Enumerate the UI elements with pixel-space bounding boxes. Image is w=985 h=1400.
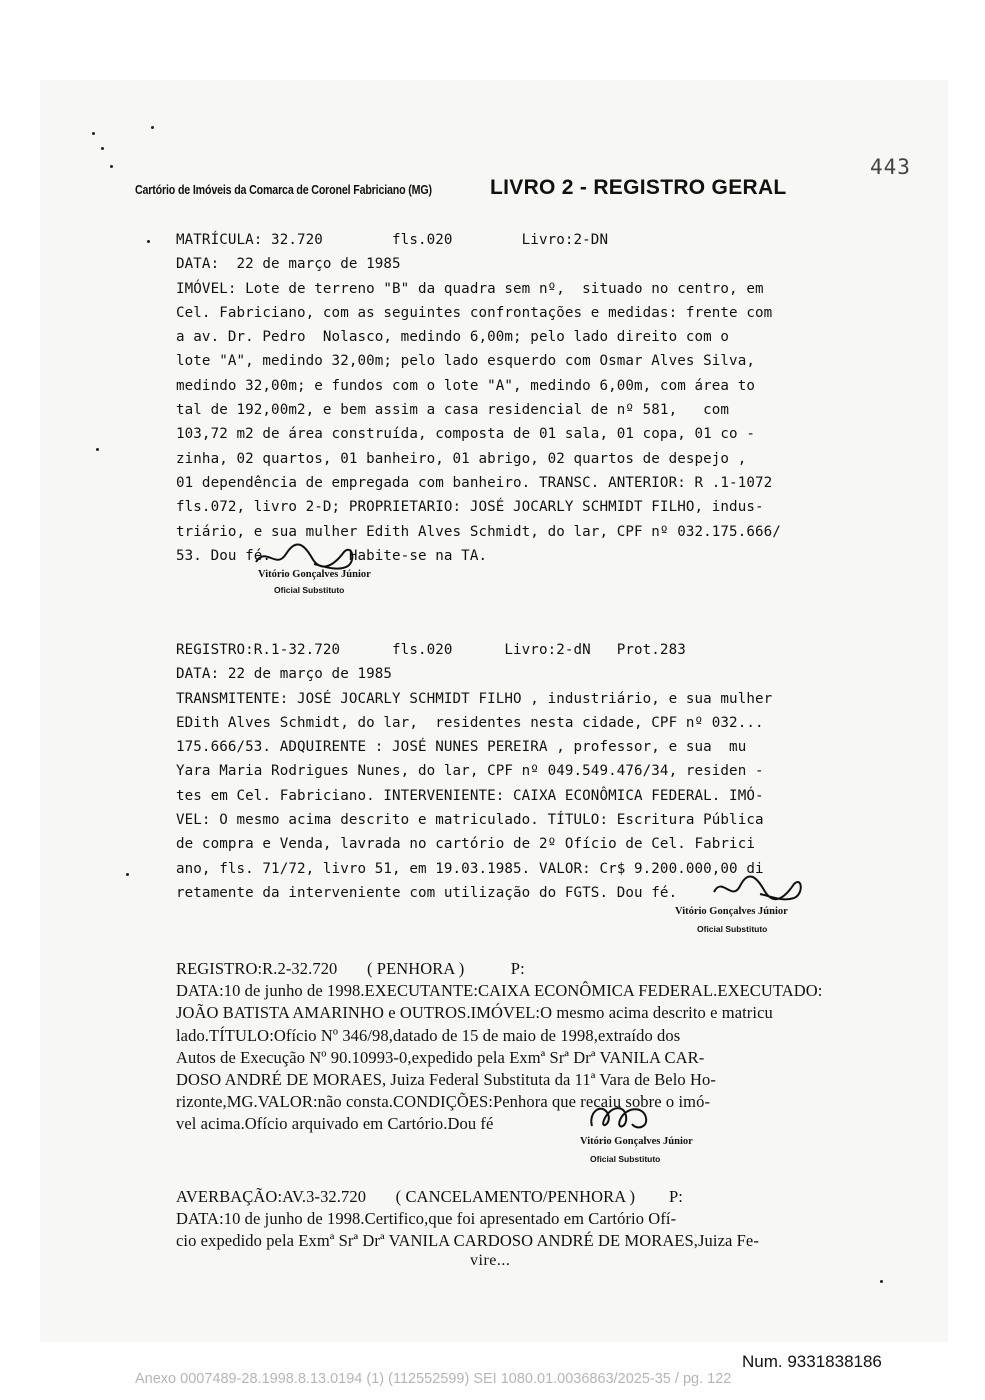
- scan-speck: [880, 1280, 883, 1283]
- page-number: 443: [870, 155, 911, 179]
- text-line: IMÓVEL: Lote de terreno "B" da quadra sem nº, situado no centro, em: [176, 280, 764, 297]
- cartorio-name: Cartório de Imóveis da Comarca de Coronel Fabriciano (MG): [135, 182, 432, 197]
- registro-r2-block: [176, 958, 823, 1136]
- continuation-note: vire...: [470, 1252, 511, 1269]
- text-line: de compra e Venda, lavrada no cartório de 2º Ofício de Cel. Fabrici: [176, 836, 755, 853]
- text-line: DATA:10 de junho de 1998.Certifico,que foi apresentado em Cartório Ofí-: [176, 1209, 677, 1229]
- signature-scribble: [710, 872, 805, 906]
- text-line: DOSO ANDRÉ DE MORAES, Juiza Federal Substituta da 11ª Vara de Belo Ho-: [176, 1070, 716, 1090]
- signature-name: Vitório Gonçalves Júnior: [258, 569, 371, 580]
- document-number: Num. 9331838186: [742, 1352, 882, 1371]
- scan-speck: [101, 147, 104, 150]
- text-line: rizonte,MG.VALOR:não consta.CONDIÇÕES:Penhora que recaiu sobre o imó-: [176, 1092, 711, 1112]
- signature-name: Vitório Gonçalves Júnior: [675, 906, 788, 917]
- text-line: triário, e sua mulher Edith Alves Schmidt, do lar, CPF nº 032.175.666/: [176, 523, 781, 540]
- registry-header: [135, 178, 865, 208]
- scan-speck: [96, 448, 99, 451]
- text-line: retamente da interveniente com utilização do FGTS. Dou fé.: [176, 884, 678, 901]
- text-line: Cel. Fabriciano, com as seguintes confrontações e medidas: frente com: [176, 304, 773, 321]
- text-line: JOÃO BATISTA AMARINHO e OUTROS.IMÓVEL:O mesmo acima descrito e matricu: [176, 1003, 773, 1023]
- anexo-reference: Anexo 0007489-28.1998.8.13.0194 (1) (112552599) SEI 1080.01.0036863/2025-35 / pg. 122: [135, 1371, 732, 1387]
- text-line: 175.666/53. ADQUIRENTE : JOSÉ NUNES PEREIRA , professor, e sua mu: [176, 739, 747, 756]
- text-line: 53. Dou fé. Habite-se na TA.: [176, 547, 488, 564]
- scan-speck: [151, 126, 154, 129]
- text-line: Autos de Execução Nº 90.10993-0,expedido pela Exmª Srª Drª VANILA CAR-: [176, 1047, 705, 1067]
- text-line: a av. Dr. Pedro Nolasco, medindo 6,00m; pelo lado direito com o: [176, 329, 730, 346]
- scan-speck: [92, 132, 95, 135]
- text-line: TRANSMITENTE: JOSÉ JOCARLY SCHMIDT FILHO , industriário, e sua mulher: [176, 690, 773, 707]
- text-line: Yara Maria Rodrigues Nunes, do lar, CPF nº 049.549.476/34, residen -: [176, 763, 764, 780]
- text-line: ano, fls. 71/72, livro 51, em 19.03.1985. VALOR: Cr$ 9.200.000,00 di: [176, 860, 764, 877]
- text-line: DATA: 22 de março de 1985: [176, 256, 401, 273]
- signature-scribble: [586, 1100, 656, 1134]
- text-line: vel acima.Ofício arquivado em Cartório.Dou fé: [176, 1114, 494, 1134]
- matricula-block: [176, 228, 816, 568]
- text-line: cio expedido pela Exmª Srª Drª VANILA CARDOSO ANDRÉ DE MORAES,Juiza Fe-: [176, 1231, 759, 1251]
- registro-r1-block: [176, 638, 816, 905]
- text-line: REGISTRO:R.2-32.720 ( PENHORA ) P:: [176, 959, 525, 978]
- scan-speck: [147, 240, 150, 243]
- signature-role: Oficial Substituto: [274, 585, 345, 595]
- scan-speck: [110, 165, 113, 168]
- signature-role: Oficial Substituto: [590, 1154, 661, 1164]
- livro-title: LIVRO 2 - REGISTRO GERAL: [490, 176, 787, 199]
- signature-name: Vitório Gonçalves Júnior: [580, 1136, 693, 1147]
- text-line: DATA:10 de junho de 1998.EXECUTANTE:CAIXA ECONÔMICA FEDERAL.EXECUTADO:: [176, 981, 823, 1001]
- text-line: fls.072, livro 2-D; PROPRIETARIO: JOSÉ JOCARLY SCHMIDT FILHO, indus-: [176, 499, 764, 516]
- scan-speck: [126, 873, 129, 876]
- text-line: 01 dependência de empregada com banheiro. TRANSC. ANTERIOR: R .1-1072: [176, 474, 773, 491]
- text-line: lado.TÍTULO:Ofício Nº 346/98,datado de 15 de maio de 1998,extraído dos: [176, 1025, 681, 1045]
- text-line: VEL: O mesmo acima descrito e matriculado. TÍTULO: Escritura Pública: [176, 812, 764, 829]
- averbacao-av3-block: [176, 1186, 816, 1253]
- text-line: MATRÍCULA: 32.720 fls.020 Livro:2-DN: [176, 232, 609, 248]
- text-line: tes em Cel. Fabriciano. INTERVENIENTE: CAIXA ECONÔMICA FEDERAL. IMÓ-: [176, 787, 764, 804]
- text-line: lote "A", medindo 32,00m; pelo lado esquerdo com Osmar Alves Silva,: [176, 353, 755, 370]
- signature-role: Oficial Substituto: [697, 924, 768, 934]
- text-line: EDith Alves Schmidt, do lar, residentes nesta cidade, CPF nº 032...: [176, 714, 764, 731]
- text-line: medindo 32,00m; e fundos com o lote "A", medindo 6,00m, com área to: [176, 377, 755, 394]
- text-line: DATA: 22 de março de 1985: [176, 666, 393, 683]
- text-line: zinha, 02 quartos, 01 banheiro, 01 abrigo, 02 quartos de despejo ,: [176, 450, 747, 467]
- text-line: tal de 192,00m2, e bem assim a casa residencial de nº 581, com: [176, 402, 730, 419]
- text-line: AVERBAÇÃO:AV.3-32.720 ( CANCELAMENTO/PENHORA ) P:: [176, 1187, 683, 1206]
- text-line: 103,72 m2 de área construída, composta de 01 sala, 01 copa, 01 co -: [176, 426, 755, 443]
- text-line: REGISTRO:R.1-32.720 fls.020 Livro:2-dN Prot.283: [176, 642, 686, 658]
